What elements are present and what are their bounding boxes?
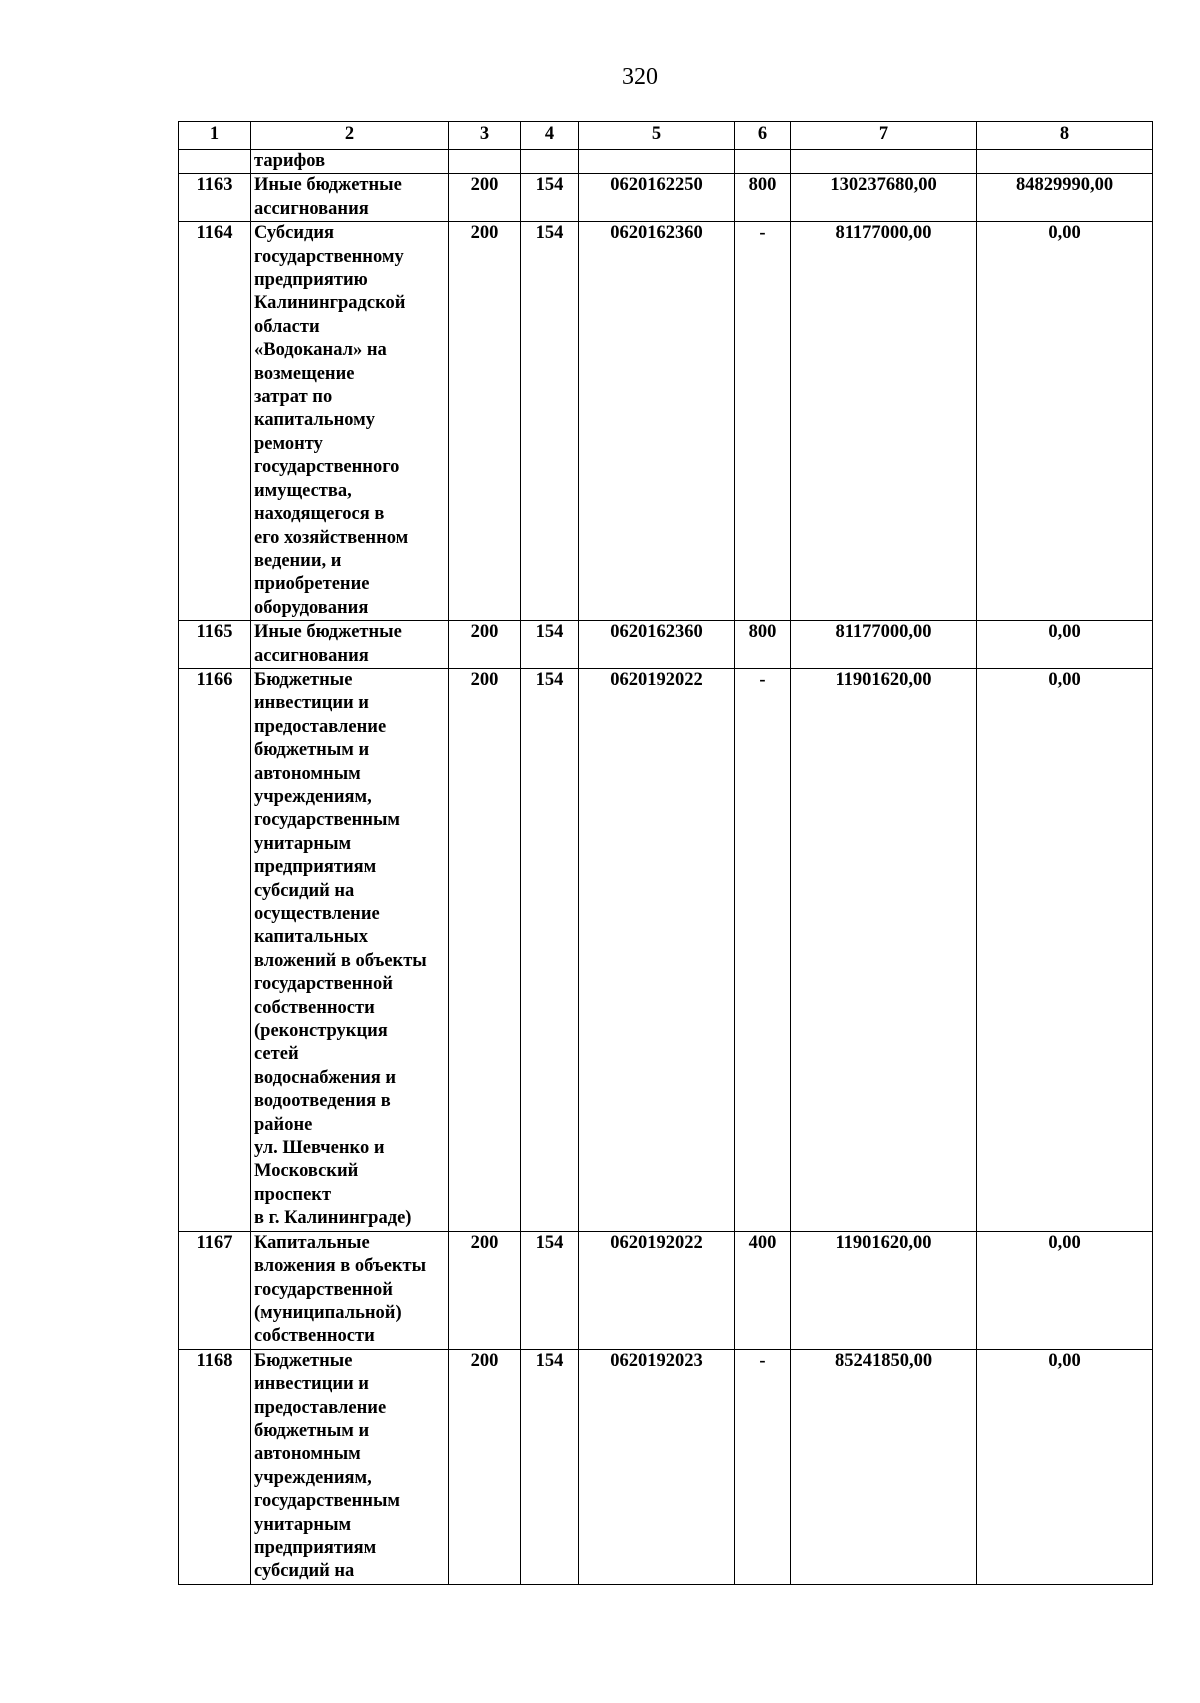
row-amount-2: 0,00 — [977, 1349, 1153, 1584]
row-type: - — [735, 222, 791, 621]
row-number: 1163 — [179, 174, 251, 222]
table-row — [179, 1231, 1153, 1349]
page-number: 320 — [622, 64, 658, 90]
row-code: 0620162360 — [579, 222, 735, 621]
row-amount-1: 11901620,00 — [791, 668, 977, 1231]
row-ministry: 200 — [449, 1349, 521, 1584]
header-col-6: 6 — [735, 122, 791, 150]
row-section: 154 — [521, 668, 579, 1231]
table-row — [179, 150, 1153, 174]
row-description: тарифов — [251, 150, 449, 174]
row-amount-2: 0,00 — [977, 668, 1153, 1231]
row-type: 800 — [735, 621, 791, 669]
row-number: 1164 — [179, 222, 251, 621]
header-row — [179, 122, 1153, 150]
row-code: 0620162360 — [579, 621, 735, 669]
table-row — [179, 668, 1153, 1231]
table-row — [179, 222, 1153, 621]
row-section: 154 — [521, 1349, 579, 1584]
header-col-8: 8 — [977, 122, 1153, 150]
row-section: 154 — [521, 1231, 579, 1349]
row-ministry — [449, 150, 521, 174]
table-row — [179, 621, 1153, 669]
row-type: 400 — [735, 1231, 791, 1349]
row-amount-2: 0,00 — [977, 1231, 1153, 1349]
header-col-7: 7 — [791, 122, 977, 150]
header-col-2: 2 — [251, 122, 449, 150]
row-code: 0620192023 — [579, 1349, 735, 1584]
row-description: Бюджетные инвестиции и предоставление бюджетным и автономным учреждениям, государственным унитарным предприятиям субсидий на — [251, 1349, 449, 1584]
row-section: 154 — [521, 174, 579, 222]
row-type: - — [735, 668, 791, 1231]
row-amount-2: 0,00 — [977, 222, 1153, 621]
row-section — [521, 150, 579, 174]
row-amount-1: 11901620,00 — [791, 1231, 977, 1349]
budget-table — [178, 121, 1153, 1585]
row-number — [179, 150, 251, 174]
row-section: 154 — [521, 621, 579, 669]
row-description: Субсидия государственному предприятию Калининградской области «Водоканал» на возмещение затрат по капитальному ремонту государственного имущества, находящегося в его хозяйственном ведении, и приобретение оборудования — [251, 222, 449, 621]
row-ministry: 200 — [449, 222, 521, 621]
row-ministry: 200 — [449, 668, 521, 1231]
row-number: 1167 — [179, 1231, 251, 1349]
row-description: Капитальные вложения в объекты государственной (муниципальной) собственности — [251, 1231, 449, 1349]
table-body — [179, 150, 1153, 1585]
row-type: 800 — [735, 174, 791, 222]
row-type — [735, 150, 791, 174]
row-code — [579, 150, 735, 174]
row-amount-1 — [791, 150, 977, 174]
row-section: 154 — [521, 222, 579, 621]
header-col-5: 5 — [579, 122, 735, 150]
table-row — [179, 174, 1153, 222]
header-col-1: 1 — [179, 122, 251, 150]
row-amount-2: 84829990,00 — [977, 174, 1153, 222]
row-description: Иные бюджетные ассигнования — [251, 174, 449, 222]
row-amount-1: 130237680,00 — [791, 174, 977, 222]
row-amount-1: 81177000,00 — [791, 222, 977, 621]
row-ministry: 200 — [449, 1231, 521, 1349]
row-amount-1: 81177000,00 — [791, 621, 977, 669]
row-code: 0620192022 — [579, 668, 735, 1231]
header-col-3: 3 — [449, 122, 521, 150]
row-code: 0620192022 — [579, 1231, 735, 1349]
row-type: - — [735, 1349, 791, 1584]
row-number: 1166 — [179, 668, 251, 1231]
header-col-4: 4 — [521, 122, 579, 150]
row-amount-1: 85241850,00 — [791, 1349, 977, 1584]
table-row — [179, 1349, 1153, 1584]
row-code: 0620162250 — [579, 174, 735, 222]
row-ministry: 200 — [449, 174, 521, 222]
row-number: 1168 — [179, 1349, 251, 1584]
row-amount-2 — [977, 150, 1153, 174]
table-header — [179, 122, 1153, 150]
row-description: Иные бюджетные ассигнования — [251, 621, 449, 669]
row-description: Бюджетные инвестиции и предоставление бюджетным и автономным учреждениям, государственным унитарным предприятиям субсидий на осуществление капитальных вложений в объекты государственной собственности (реконструкция сетей водоснабжения и водоотведения в районе ул. Шевченко и Московский проспект в г. Калининграде) — [251, 668, 449, 1231]
row-number: 1165 — [179, 621, 251, 669]
row-ministry: 200 — [449, 621, 521, 669]
row-amount-2: 0,00 — [977, 621, 1153, 669]
